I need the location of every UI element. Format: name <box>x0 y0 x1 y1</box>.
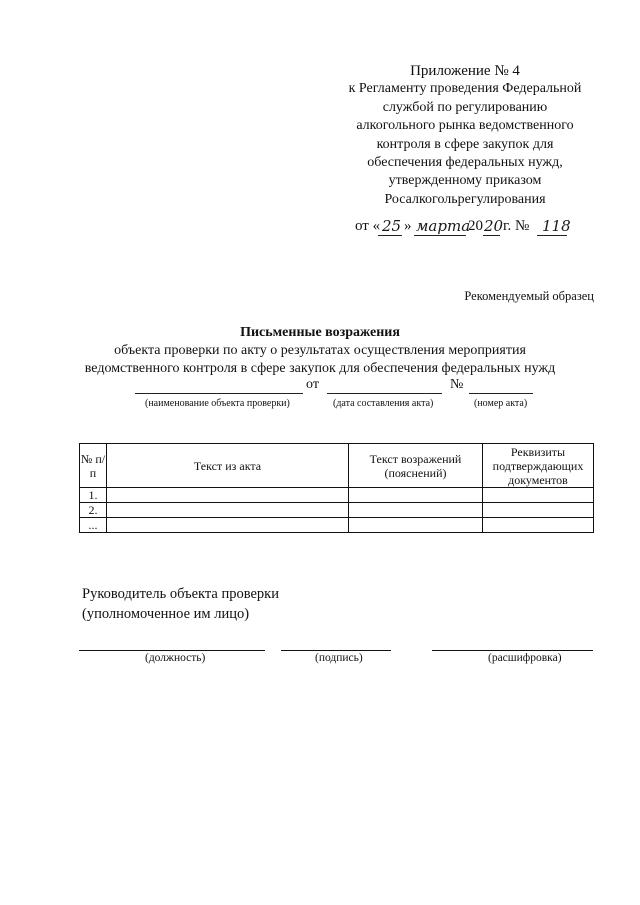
appendix-title: Приложение № 4 <box>410 63 520 79</box>
order-year-suffix: 20 <box>484 217 504 235</box>
ot-label: от <box>306 377 319 392</box>
caption-position: (должность) <box>145 652 206 664</box>
position-line <box>79 650 265 651</box>
act-number-blank <box>469 393 533 394</box>
appendix-line: службой по регулированию <box>382 99 548 115</box>
table-cell[interactable] <box>483 488 594 503</box>
order-year-prefix: 20 <box>468 218 483 234</box>
table-header-row <box>80 444 594 488</box>
month-underline <box>414 235 466 236</box>
table-cell[interactable] <box>483 503 594 518</box>
header-act-text: Текст из акта <box>107 444 349 488</box>
table-cell[interactable] <box>349 503 483 518</box>
header-objection: Текст возражений (пояснений) <box>349 444 483 488</box>
caption-act-date: (дата составления акта) <box>333 398 434 409</box>
row-number: 2. <box>80 503 107 518</box>
signature-line <box>281 650 391 651</box>
appendix-line: алкогольного рынка ведомственного <box>356 118 574 134</box>
form-title: Письменные возражения <box>240 325 400 340</box>
table-row <box>80 503 594 518</box>
objections-table <box>79 443 594 533</box>
order-prefix: от « <box>355 218 381 234</box>
caption-signature: (подпись) <box>315 652 363 664</box>
caption-act-number: (номер акта) <box>474 398 528 409</box>
appendix-line: обеспечения федеральных нужд, <box>367 155 563 171</box>
table-cell[interactable] <box>349 518 483 533</box>
order-date-line <box>330 216 590 238</box>
order-year-label: г. № <box>503 218 530 234</box>
appendix-header <box>300 62 630 209</box>
form-subtitle-2: ведомственного контроля в сфере закупок для обеспечения федеральных нужд <box>84 361 556 376</box>
header-num: № п/п <box>80 444 107 488</box>
signer-title: Руководитель объекта проверки <box>82 586 279 602</box>
appendix-line: Росалкогольрегулирования <box>384 191 546 207</box>
row-number: ... <box>80 518 107 533</box>
table-cell[interactable] <box>349 488 483 503</box>
order-month: марта <box>416 217 471 235</box>
year-underline <box>483 235 500 236</box>
appendix-line: к Регламенту проведения Федеральной <box>348 81 582 97</box>
decoding-line <box>432 650 593 651</box>
order-day: 25 <box>382 217 402 235</box>
table-cell[interactable] <box>107 503 349 518</box>
table-row <box>80 488 594 503</box>
signer-block <box>82 584 279 624</box>
table-row <box>80 518 594 533</box>
number-underline <box>537 235 567 236</box>
appendix-line: контроля в сфере закупок для <box>376 136 554 152</box>
appendix-line: утвержденному приказом <box>388 173 542 189</box>
order-mid: » <box>404 218 412 234</box>
object-name-blank <box>135 393 303 394</box>
act-date-blank <box>327 393 442 394</box>
signer-subtitle: (уполномоченное им лицо) <box>82 606 250 622</box>
sample-label: Рекомендуемый образец <box>464 289 594 303</box>
caption-object-name: (наименование объекта проверки) <box>145 398 290 409</box>
table-cell[interactable] <box>483 518 594 533</box>
day-underline <box>378 235 402 236</box>
header-docs: Реквизиты подтверждающих документов <box>483 444 594 488</box>
form-subtitle-1: объекта проверки по акту о результатах осуществления мероприятия <box>114 343 526 358</box>
table-cell[interactable] <box>107 488 349 503</box>
table-cell[interactable] <box>107 518 349 533</box>
caption-decoding: (расшифровка) <box>488 652 562 664</box>
order-number: 118 <box>542 217 571 235</box>
row-number: 1. <box>80 488 107 503</box>
number-sign: № <box>450 377 464 392</box>
